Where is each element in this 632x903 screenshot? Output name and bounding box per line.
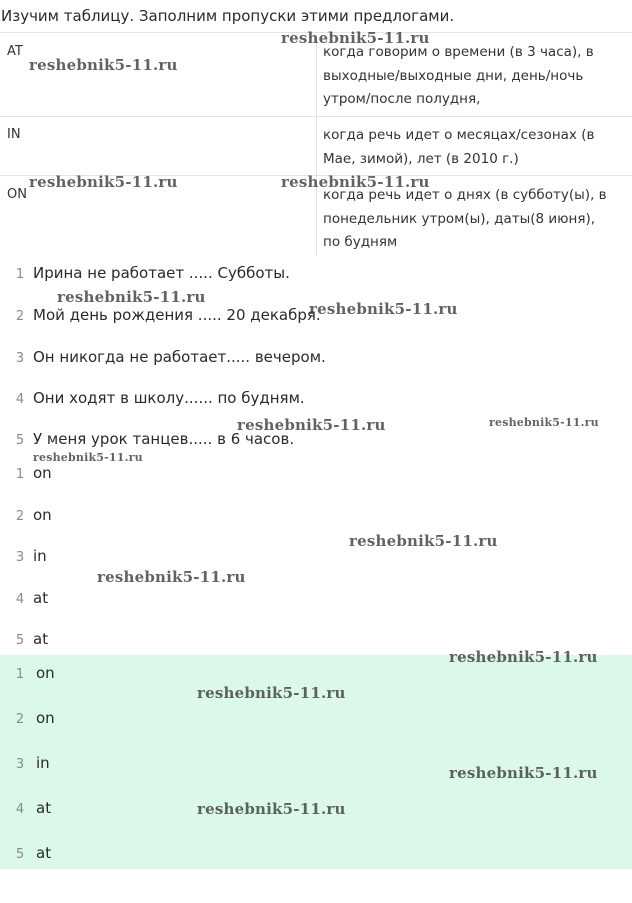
item-number: 1 — [15, 467, 25, 482]
item-text: at — [33, 630, 49, 648]
item-text: on — [33, 464, 52, 482]
table-description: когда говорим о времени (в 3 часа), в выходные/выходные дни, день/ночь утром/после полудня, — [323, 44, 594, 107]
item-number: 4 — [15, 592, 25, 607]
watermark: reshebnik5-11.ru — [97, 568, 246, 586]
list-item — [0, 503, 632, 533]
item-text: at — [36, 799, 52, 817]
table-term: IN — [7, 127, 21, 142]
list-item — [0, 261, 632, 291]
item-text: Они ходят в школу...... по будням. — [33, 389, 305, 407]
item-text: at — [36, 844, 52, 862]
watermark: reshebnik5-11.ru — [197, 684, 346, 702]
watermark: reshebnik5-11.ru — [33, 451, 143, 464]
item-text: at — [33, 589, 49, 607]
item-text: Мой день рождения ..... 20 декабря. — [33, 306, 321, 324]
item-number: 4 — [15, 392, 25, 407]
item-number: 3 — [15, 550, 25, 565]
table-description: когда речь идет о днях (в субботу(ы), в понедельник утром(ы), даты(8 июня), по будням — [323, 187, 607, 250]
item-number: 1 — [15, 667, 25, 682]
list-item — [0, 706, 632, 736]
watermark: reshebnik5-11.ru — [449, 764, 598, 782]
item-text: in — [33, 547, 47, 565]
watermark: reshebnik5-11.ru — [281, 29, 430, 47]
item-number: 2 — [15, 712, 25, 727]
table-term: ON — [7, 187, 27, 202]
item-text: on — [33, 506, 52, 524]
list-item — [0, 386, 632, 416]
item-text: Он никогда не работает..... вечером. — [33, 348, 326, 366]
list-item — [0, 345, 632, 375]
watermark: reshebnik5-11.ru — [309, 300, 458, 318]
watermark: reshebnik5-11.ru — [197, 800, 346, 818]
item-number: 3 — [15, 351, 25, 366]
item-number: 2 — [15, 309, 25, 324]
item-number: 5 — [15, 633, 25, 648]
item-number: 5 — [15, 847, 25, 862]
table-column-divider — [316, 32, 317, 256]
item-text: on — [36, 664, 55, 682]
item-text: on — [36, 709, 55, 727]
table-term: AT — [7, 44, 23, 59]
watermark: reshebnik5-11.ru — [57, 288, 206, 306]
watermark: reshebnik5-11.ru — [449, 648, 598, 666]
instruction-text: Изучим таблицу. Заполним пропуски этими предлогами. — [1, 7, 455, 25]
item-number: 1 — [15, 267, 25, 282]
list-item — [0, 841, 632, 871]
table-description: когда речь идет о месяцах/сезонах (в Мае, зимой), лет (в 2010 г.) — [323, 127, 595, 167]
item-text: У меня урок танцев..... в 6 часов. — [33, 430, 295, 448]
watermark: reshebnik5-11.ru — [349, 532, 498, 550]
item-number: 2 — [15, 509, 25, 524]
list-item — [0, 586, 632, 616]
item-text: in — [36, 754, 50, 772]
watermark: reshebnik5-11.ru — [489, 416, 599, 429]
item-text: Ирина не работает ..... Субботы. — [33, 264, 290, 282]
watermark: reshebnik5-11.ru — [237, 416, 386, 434]
watermark: reshebnik5-11.ru — [29, 173, 178, 191]
item-number: 4 — [15, 802, 25, 817]
list-item — [0, 544, 632, 574]
item-number: 3 — [15, 757, 25, 772]
watermark: reshebnik5-11.ru — [281, 173, 430, 191]
list-item — [0, 461, 632, 491]
watermark: reshebnik5-11.ru — [29, 56, 178, 74]
item-number: 5 — [15, 433, 25, 448]
